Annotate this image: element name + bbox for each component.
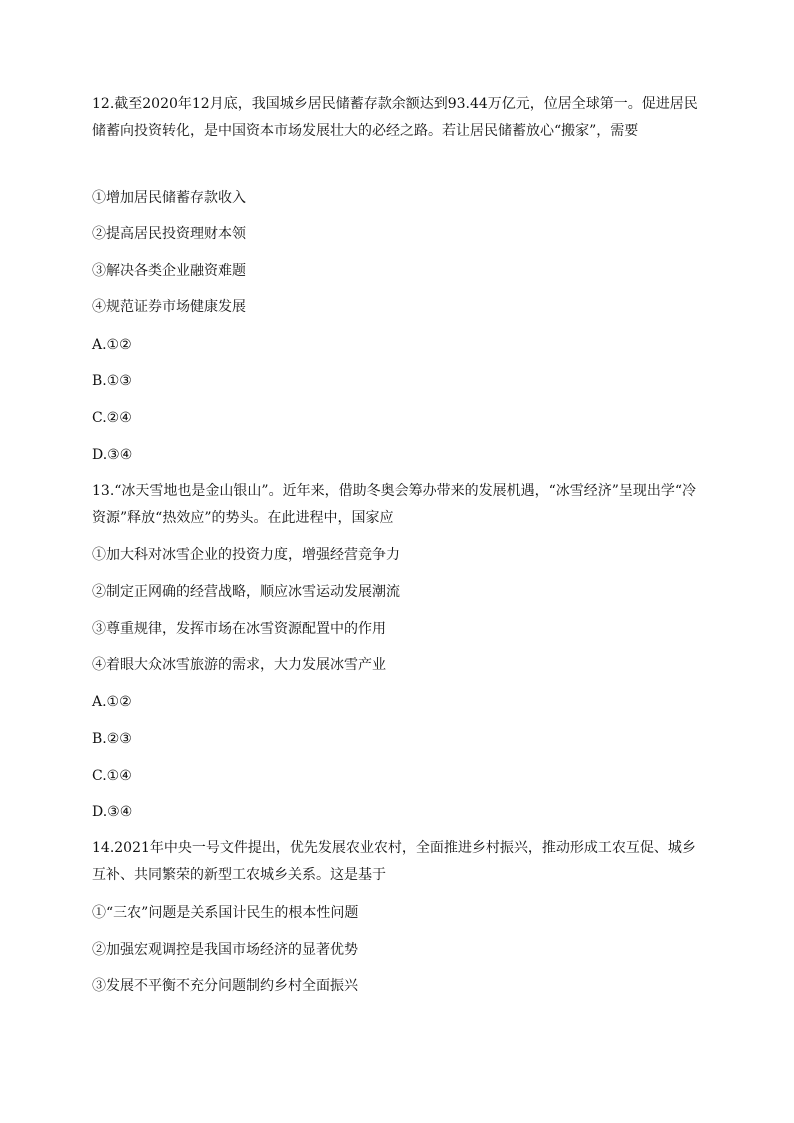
question-13-option-a: A.①② (92, 694, 132, 710)
question-13-option-d: D.③④ (92, 804, 133, 820)
question-12-stem: 12.截至2020年12月底，我国城乡居民储蓄存款余额达到93.44万亿元，位居全球第一。促进居民储蓄向投资转化，是中国资本市场发展壮大的必经之路。若让居民储蓄放心“搬家”，需要 (92, 96, 698, 139)
question-13-option-c: C.①④ (92, 768, 132, 784)
question-13-item-3: ③尊重规律，发挥市场在冰雪资源配置中的作用 (92, 621, 386, 637)
question-12-option-d: D.③④ (92, 447, 133, 463)
question-13-stem: 13.“冰天雪地也是金山银山”。近年来，借助冬奥会筹办带来的发展机遇，“冰雪经济”呈现出学“冷资源”释放“热效应”的势头。在此进程中，国家应 (92, 483, 697, 526)
question-12-option-a: A.①② (92, 337, 132, 353)
question-12-item-1: ①增加居民储蓄存款收入 (92, 190, 246, 206)
question-12-item-2: ②提高居民投资理财本领 (92, 226, 246, 242)
question-12-option-b: B.①③ (92, 373, 132, 389)
question-13-item-4: ④着眼大众冰雪旅游的需求，大力发展冰雪产业 (92, 657, 386, 673)
question-12-option-c: C.②④ (92, 410, 132, 426)
question-14-item-2: ②加强宏观调控是我国市场经济的显著优势 (92, 942, 358, 958)
question-13-option-b: B.②③ (92, 731, 132, 747)
question-14-stem: 14.2021年中央一号文件提出，优先发展农业农村，全面推进乡村振兴，推动形成工农互促、城乡互补、共同繁荣的新型工农城乡关系。这是基于 (92, 840, 696, 883)
question-12-item-4: ④规范证券市场健康发展 (92, 299, 246, 315)
question-14-item-3: ③发展不平衡不充分问题制约乡村全面振兴 (92, 978, 358, 994)
question-13-item-2: ②制定正网确的经营战略，顺应冰雪运动发展潮流 (92, 584, 400, 600)
question-13-item-1: ①加大科对冰雪企业的投资力度，增强经营竞争力 (92, 547, 400, 563)
question-14-item-1: ①“三农”问题是关系国计民生的根本性问题 (92, 905, 359, 921)
question-12-item-3: ③解决各类企业融资难题 (92, 263, 246, 279)
